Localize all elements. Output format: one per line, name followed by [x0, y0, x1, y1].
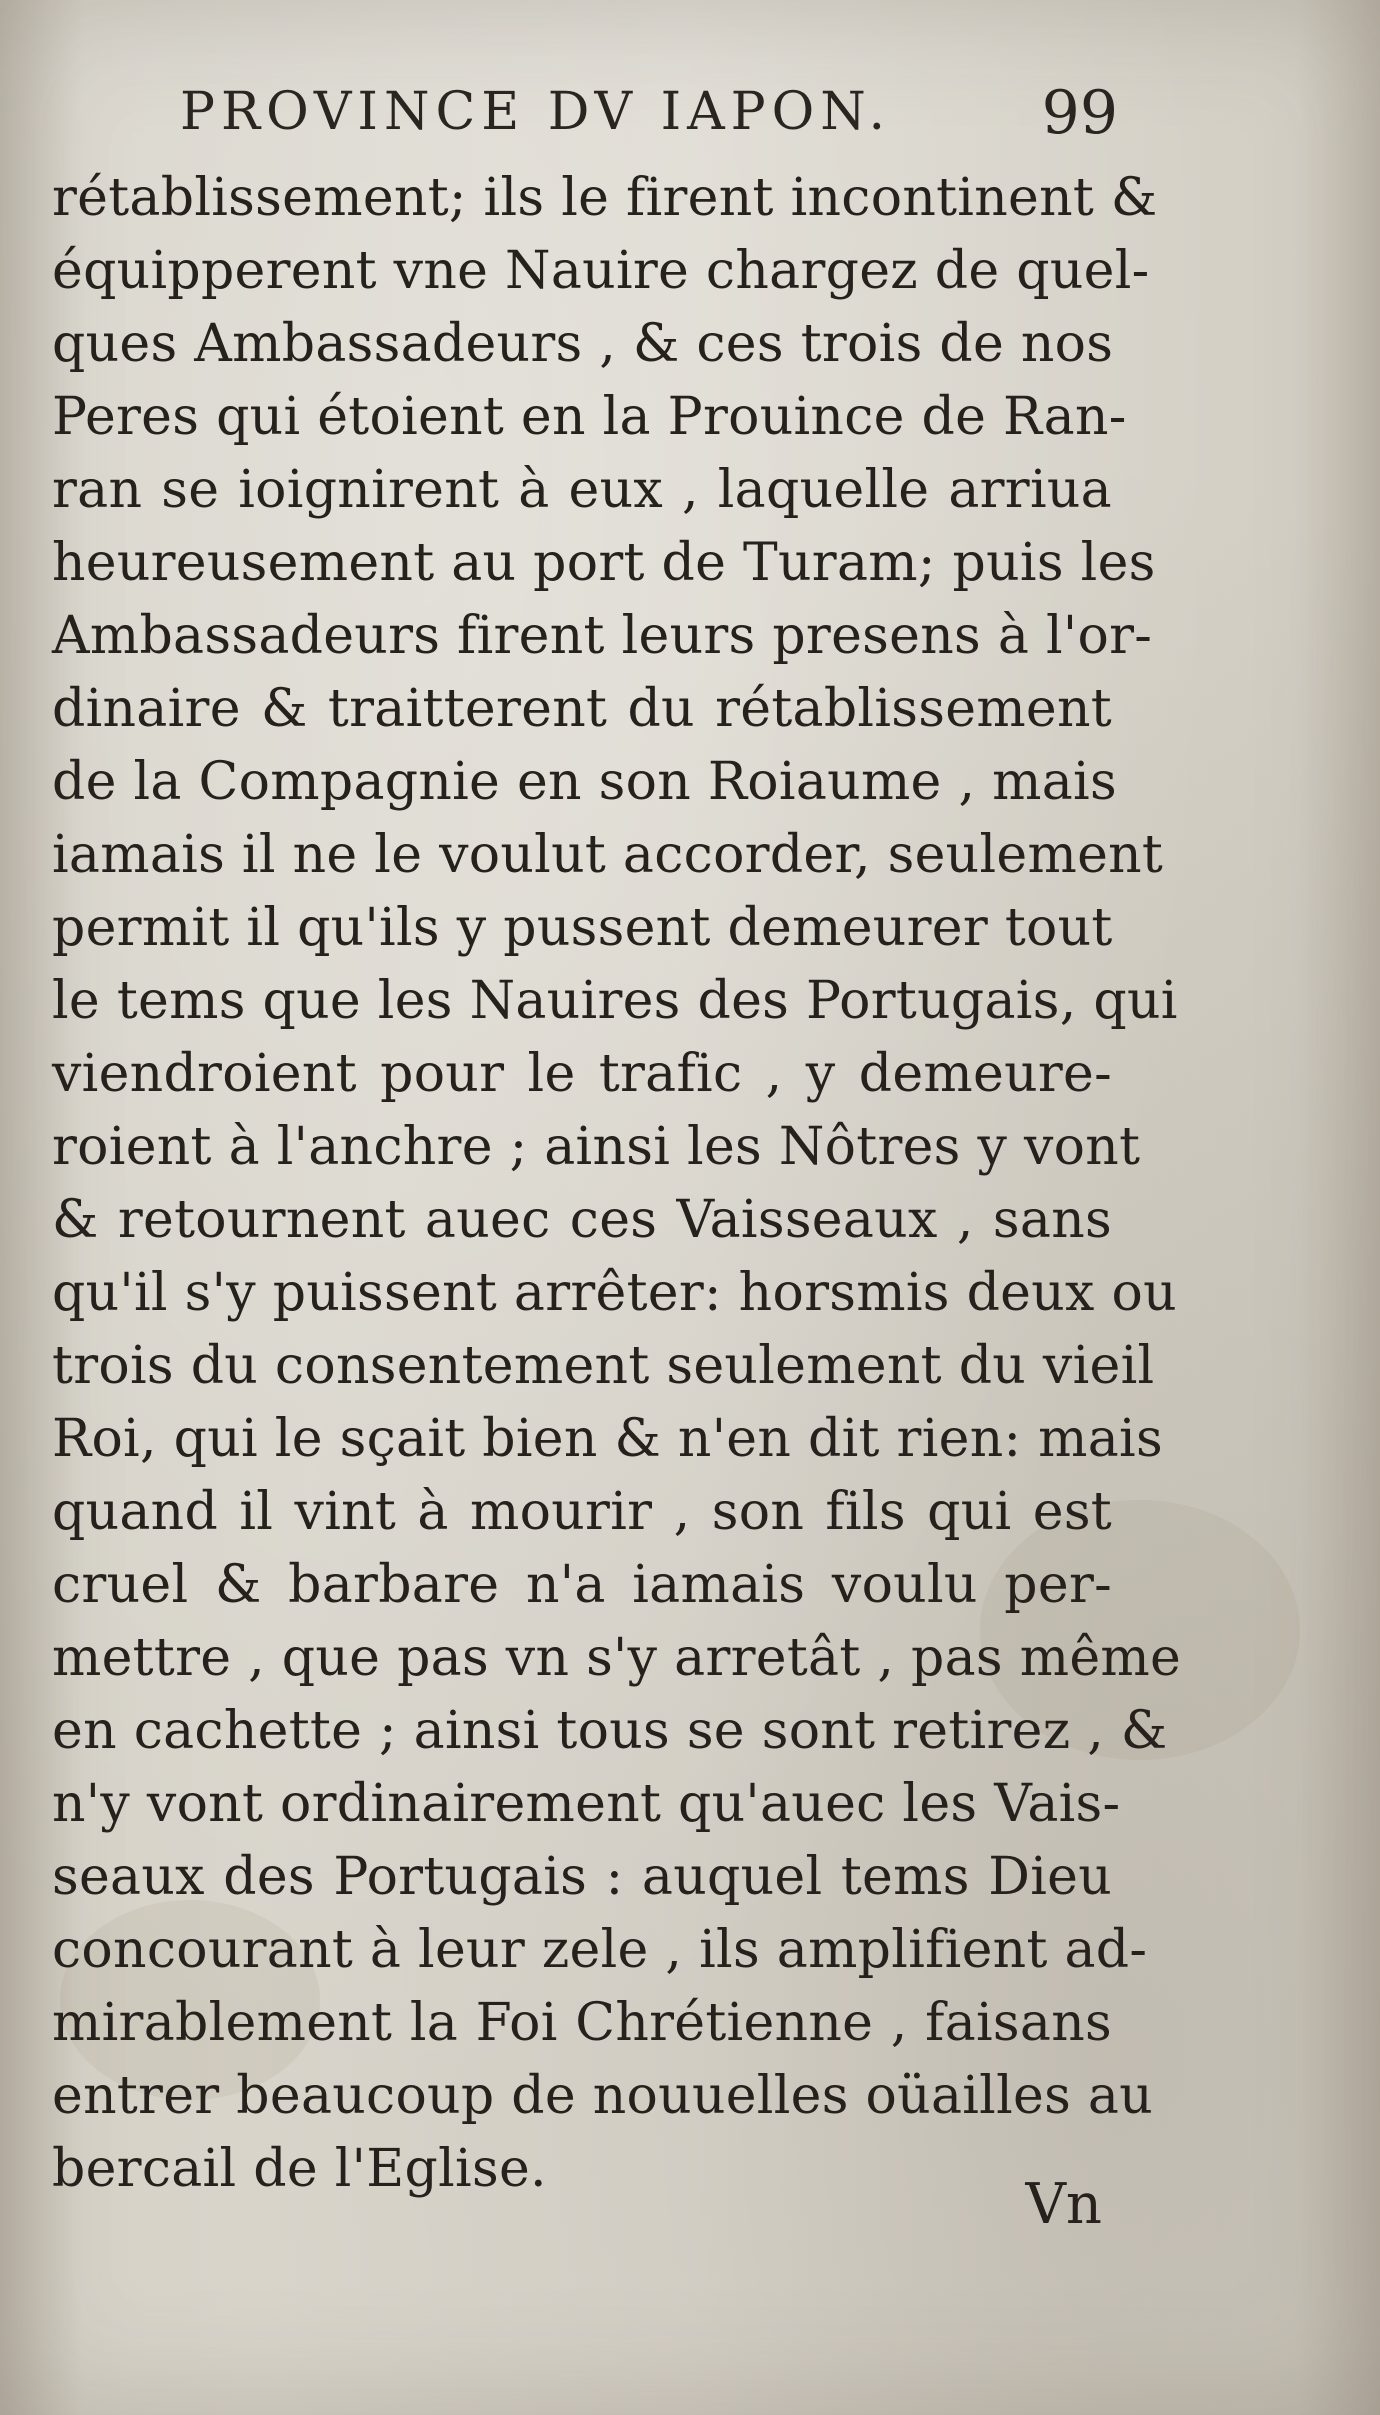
text-line: mettre , que pas vn s'y arretât , pas même [52, 1628, 1182, 1688]
text-line: cruel & barbare n'a iamais voulu per- [52, 1555, 1112, 1615]
body-text [52, 162, 1182, 2206]
text-line: viendroient pour le trafic , y demeure- [52, 1044, 1112, 1104]
text-line: Roi, qui le sçait bien & n'en dit rien: mais [52, 1409, 1163, 1469]
text-line: seaux des Portugais : auquel tems Dieu [52, 1847, 1112, 1907]
text-line: de la Compagnie en son Roiaume , mais [52, 752, 1117, 812]
page-number: 99 [1041, 78, 1118, 148]
text-line: quand il vint à mourir , son fils qui est [52, 1482, 1112, 1542]
text-line: & retournent auec ces Vaisseaux , sans [52, 1190, 1112, 1250]
text-line: heureusement au port de Turam; puis les [52, 533, 1156, 593]
text-line: Peres qui étoient en la Prouince de Ran- [52, 387, 1127, 447]
text-line: équipperent vne Nauire chargez de quel- [52, 241, 1150, 301]
running-head [160, 78, 1120, 150]
text-line: n'y vont ordinairement qu'auec les Vais- [52, 1774, 1121, 1834]
text-line: entrer beaucoup de nouuelles oüailles au [52, 2066, 1154, 2126]
text-line: concourant à leur zele , ils amplifient ad- [52, 1920, 1148, 1980]
text-line: bercail de l'Eglise. [52, 2139, 547, 2199]
text-line: ran se ioignirent à eux , laquelle arriua [52, 460, 1112, 520]
text-line: en cachette ; ainsi tous se sont retirez , & [52, 1701, 1168, 1761]
text-line: Ambassadeurs firent leurs presens à l'or- [52, 606, 1153, 666]
text-line: dinaire & traitterent du rétablissement [52, 679, 1112, 739]
text-line: qu'il s'y puissent arrêter: horsmis deux ou [52, 1263, 1177, 1323]
text-line: iamais il ne le voulut accorder, seulement [52, 825, 1164, 885]
text-line: mirablement la Foi Chrétienne , faisans [52, 1993, 1112, 2053]
text-line: ques Ambassadeurs , & ces trois de nos [52, 314, 1114, 374]
catchword: Vn [1025, 2172, 1102, 2237]
text-line: trois du consentement seulement du vieil [52, 1336, 1155, 1396]
running-title: PROVINCE DV IAPON. [180, 82, 892, 142]
text-line: le tems que les Nauires des Portugais, qui [52, 971, 1178, 1031]
text-line: rétablissement; ils le firent incontinent & [52, 168, 1158, 228]
text-line: roient à l'anchre ; ainsi les Nôtres y vont [52, 1117, 1141, 1177]
text-line: permit il qu'ils y pussent demeurer tout [52, 898, 1113, 958]
